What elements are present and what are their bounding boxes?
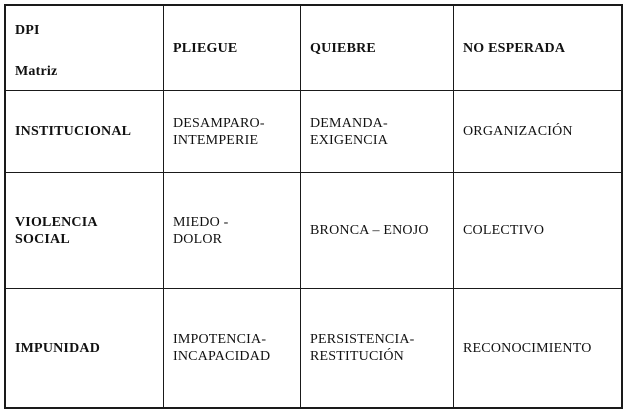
row-label-text: VIOLENCIA (15, 214, 98, 230)
table-cell (301, 91, 454, 173)
corner-matriz-label: Matriz (15, 64, 58, 79)
header-no-esperada-text: NO ESPERADA (463, 40, 566, 56)
table-cell (164, 173, 301, 289)
cell-text-line: INTEMPERIE (173, 132, 259, 148)
table-cell (454, 289, 621, 407)
cell-text-line: DESAMPARO- (173, 115, 265, 131)
table-cell (301, 173, 454, 289)
cell-text-line: EXIGENCIA (310, 132, 389, 148)
header-pliegue (164, 6, 301, 91)
table-cell (164, 91, 301, 173)
cell-text-line: PERSISTENCIA- (310, 332, 415, 347)
table-cell (301, 289, 454, 407)
row-label-impunidad (6, 289, 164, 407)
corner-dpi-label: DPI (15, 23, 40, 38)
row-label-text: SOCIAL (15, 231, 70, 247)
table-cell (164, 289, 301, 407)
corner-header-cell (6, 6, 164, 91)
cell-text-line: RECONOCIMIENTO (463, 340, 592, 356)
cell-text-line: ORGANIZACIÓN (463, 124, 573, 139)
header-quiebre-text: QUIEBRE (310, 40, 376, 56)
row-label-text: INSTITUCIONAL (15, 124, 132, 139)
header-pliegue-text: PLIEGUE (173, 40, 238, 56)
cell-text-line: BRONCA – ENOJO (310, 223, 429, 238)
header-no-esperada (454, 6, 621, 91)
cell-text-line: RESTITUCIÓN (310, 349, 404, 364)
table-cell (454, 91, 621, 173)
table-cell (454, 173, 621, 289)
header-quiebre (301, 6, 454, 91)
cell-text-line: DOLOR (173, 231, 223, 247)
cell-text-line: INCAPACIDAD (173, 349, 271, 364)
row-label-violencia-social (6, 173, 164, 289)
row-label-institucional (6, 91, 164, 173)
row-label-text: IMPUNIDAD (15, 340, 101, 356)
cell-text-line: IMPOTENCIA- (173, 332, 267, 347)
cell-text-line: COLECTIVO (463, 223, 545, 238)
dpi-matrix-table (4, 4, 623, 409)
cell-text-line: MIEDO - (173, 214, 229, 230)
cell-text-line: DEMANDA- (310, 115, 388, 131)
